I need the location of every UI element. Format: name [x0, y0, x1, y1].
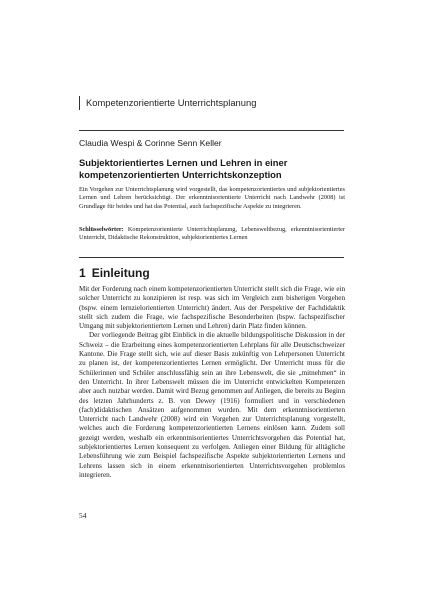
article-title-line-1: Subjektorientiertes Lernen und Lehren in einer	[79, 157, 288, 168]
abstract-rule	[79, 257, 344, 258]
keywords-text: Kompetenzorientierte Unterrichtsplanung, Lebensweltbezug, erkenntnisorientierter Unterricht, Didaktische Rekonstruktion, subjektorientiertes Lernen	[79, 226, 345, 242]
paragraph-2: Der vorliegende Beitrag gibt Einblick in die aktuelle bildungspolitische Diskussion in der Schweiz – die Erarbeitung eines kompetenzorientierten Lehrplans für alle Deutschschweizer Kantone. Die Frage stellt sich, wie auf dieser Basis zukünftig von Lehrpersonen Unterricht zu planen ist, der kompetenzorientiertes Lernen ermöglicht. Der Unterricht muss für die Schülerinnen und Schüler anschlussfähig sein an ihre Lebenswelt, die sie „mitnehmen“ in den Unterricht. In ihrer Lebenswelt müssen die im Unterricht entwickelten Kompetenzen aber auch nutzbar werden. Damit wird Bezug genommen auf Anliegen, die bereits zu Beginn des letzten Jahrhunderts z. B. von Dewey (1916) formuliert und in verschiedenen (fach)didaktischen Ansätzen aufgenommen wurden. Mit dem erkenntnisorientierten Unterricht nach Landwehr (2008) wird ein Vorgehen zur Unterrichtsplanung vorgestellt, welches auch die Forderung kompetenzorientierten Lernens einlösen kann. Zudem soll gezeigt werden, weshalb ein erkenntnisorientiertes Unterrichtsvorgehen das Potential hat, subjektorientiertes Lernen konsequent zu verfolgen. Anliegen einer Bildung für alltägliche Lebensführung wie zum Beispiel fachspezifische Aspekte subjektorientierten Lernens und Lehrens lassen sich in einem erkenntnisorientierten Unterrichtsvorgehen problemlos integrieren.	[79, 331, 345, 479]
paragraph-1: Mit der Forderung nach einem kompetenzorientierten Unterricht stellt sich die Frage, wie ein solcher Unterricht zu konzipieren ist resp. was sich im Vergleich zum bisherigen Vorgehen (bspw. einem lernzielorientierten Unterricht) ändert. Aus der Perspektive der Fachdidaktik stellt sich zudem die Frage, wie fachspezifische Besonderheiten (bspw. fachspezifischer Umgang mit subjektorientiertem Lernen und Lehren) darin Platz finden können.	[79, 285, 345, 331]
abstract: Ein Vorgehen zur Unterrichtsplanung wird vorgestellt, das kompetenzorientiertes und subjektorientiertes Lernen und Lehren berücksichtigt. Der erkenntnisorientierte Unterricht nach Landwehr (2008) ist Grundlage für beides und hat das Potential, auch fachspezifische Aspekte zu integrieren.	[79, 186, 345, 210]
running-head: Kompetenzorientierte Unterrichtsplanung	[79, 96, 256, 110]
keywords-label: Schlüsselwörter:	[79, 226, 124, 233]
keywords	[79, 226, 345, 243]
section-heading	[79, 266, 150, 280]
page-number: 54	[79, 511, 87, 520]
article-title-line-2: kompetenzorientierten Unterrichtskonzeption	[79, 168, 282, 180]
header-rule	[79, 130, 344, 131]
article-title	[79, 157, 349, 180]
body-text	[79, 285, 345, 480]
authors: Claudia Wespi & Corinne Senn Keller	[79, 138, 222, 148]
section-number: 1	[79, 266, 86, 280]
section-title: Einleitung	[91, 266, 150, 280]
